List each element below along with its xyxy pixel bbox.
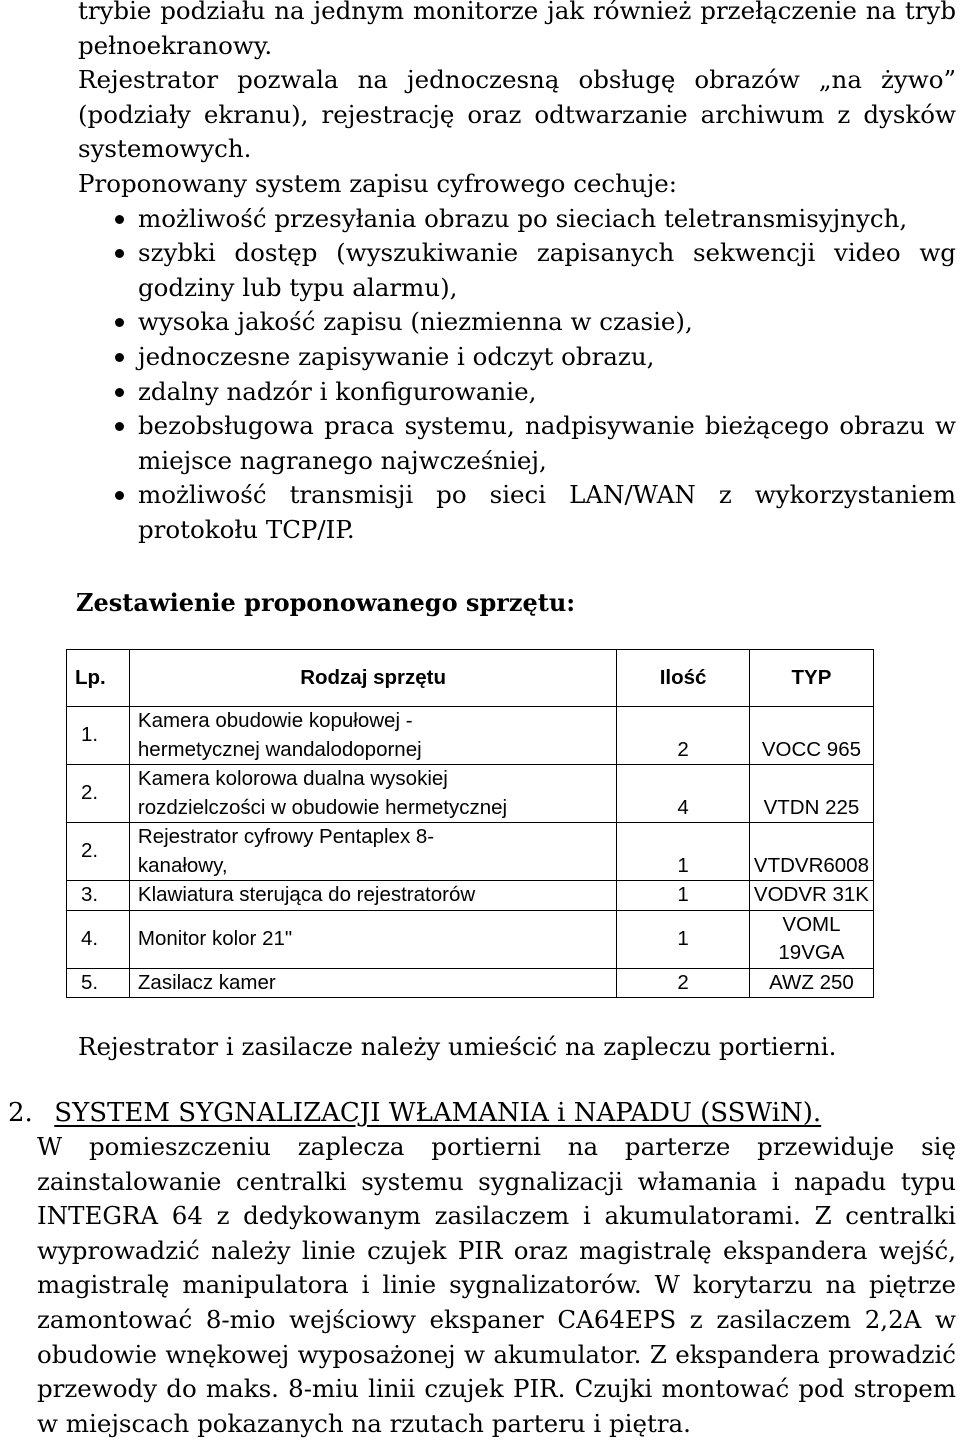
row-lp: 2. <box>67 765 130 823</box>
row-quantity: 1 <box>617 823 750 881</box>
row-lp: 2. <box>67 823 130 881</box>
row-name <box>129 707 616 765</box>
intro-paragraph-2: Rejestrator pozwala na jednoczesną obsługę obrazów „na żywo” (podziały ekranu), rejestrację oraz odtwarzanie archiwum z dysków systemowych. <box>78 65 956 164</box>
header-lp: Lp. <box>67 650 130 707</box>
placement-note: Rejestrator i zasilacze należy umieścić na zapleczu portierni. <box>78 1032 837 1061</box>
feature-item: bezobsługowa praca systemu, nadpisywanie bieżącego obrazu w miejsce nagranego najwcześniej, <box>78 409 956 478</box>
row-name: Klawiatura sterująca do rejestratorów <box>129 881 616 911</box>
header-model: TYP <box>749 650 873 707</box>
feature-item: jednoczesne zapisywanie i odczyt obrazu, <box>78 340 956 375</box>
row-name-line: hermetycznej wandalodopornej <box>137 737 422 761</box>
row-name-line: Rejestrator cyfrowy Pentaplex 8- <box>137 825 435 848</box>
row-name-line: Kamera obudowie kopułowej - <box>137 709 413 732</box>
row-name: Monitor kolor 21" <box>129 910 616 968</box>
row-model: VTDVR6008 <box>749 823 873 881</box>
table-row <box>67 881 874 911</box>
section-number: 2. <box>8 1098 33 1128</box>
header-quantity: Ilość <box>617 650 750 707</box>
row-name-line: Kamera kolorowa dualna wysokiej <box>137 767 448 790</box>
row-model: VODVR 31K <box>749 881 873 911</box>
row-model: AWZ 250 <box>749 968 873 998</box>
row-lp: 4. <box>67 910 130 968</box>
row-quantity: 2 <box>617 707 750 765</box>
header-equipment-type: Rodzaj sprzętu <box>129 650 616 707</box>
feature-item: wysoka jakość zapisu (niezmienna w czasie), <box>78 305 956 340</box>
table-row <box>67 910 874 968</box>
row-lp: 5. <box>67 968 130 998</box>
table-row <box>67 968 874 998</box>
row-quantity: 2 <box>617 968 750 998</box>
feature-item: zdalny nadzór i konfigurowanie, <box>78 375 956 410</box>
row-name: Zasilacz kamer <box>129 968 616 998</box>
equipment-heading: Zestawienie proponowanego sprzętu: <box>76 588 576 617</box>
row-quantity: 4 <box>617 765 750 823</box>
section-title: SYSTEM SYGNALIZACJI WŁAMANIA i NAPADU (SSWiN). <box>54 1098 822 1128</box>
section-2-body: W pomieszczeniu zaplecza portierni na parterze przewiduje się zainstalowanie centralki systemu sygnalizacji włamania i napadu typu INTEGRA 64 z dedykowanym zasilaczem i akumulatorami. Z centralki wyprowadzić należy linie czujek PIR oraz magistralę ekspandera wejść, magistralę manipulatora i linie sygnalizatorów. W korytarzu na piętrze zamontować 8-mio wejściowy ekspaner CA64EPS z zasilaczem 2,2A w obudowie wnękowej wyposażonej w akumulator. Z ekspandera prowadzić przewody do maks. 8-miu linii czujek PIR. Czujki montować pod stropem w miejscach pokazanych na rzutach parteru i piętra. <box>37 1132 956 1438</box>
row-lp: 1. <box>67 707 130 765</box>
row-quantity: 1 <box>617 881 750 911</box>
row-model: VTDN 225 <box>749 765 873 823</box>
table-header-row <box>67 650 874 707</box>
table-row <box>67 765 874 823</box>
section-2-heading <box>8 1095 821 1131</box>
equipment-table <box>66 649 874 998</box>
feature-item: możliwość transmisji po sieci LAN/WAN z wykorzystaniem protokołu TCP/IP. <box>78 478 956 547</box>
feature-list <box>78 202 956 548</box>
row-model: VOML 19VGA <box>749 910 873 968</box>
row-name <box>129 765 616 823</box>
table-row <box>67 707 874 765</box>
intro-paragraph-3: Proponowany system zapisu cyfrowego cechuje: <box>78 168 678 198</box>
row-lp: 3. <box>67 881 130 911</box>
table-row <box>67 823 874 881</box>
feature-item: szybki dostęp (wyszukiwanie zapisanych sekwencji video wg godziny lub typu alarmu), <box>78 236 956 305</box>
row-name-line: rozdzielczości w obudowie hermetycznej <box>137 795 508 819</box>
intro-paragraph-1: trybie podziału na jednym monitorze jak również przełączenie na tryb pełnoekranowy. <box>78 0 956 60</box>
row-model: VOCC 965 <box>749 707 873 765</box>
row-name-line: kanałowy, <box>137 853 228 877</box>
intro-section <box>78 0 956 548</box>
row-name <box>129 823 616 881</box>
row-quantity: 1 <box>617 910 750 968</box>
feature-item: możliwość przesyłania obrazu po sieciach teletransmisyjnych, <box>78 202 956 237</box>
